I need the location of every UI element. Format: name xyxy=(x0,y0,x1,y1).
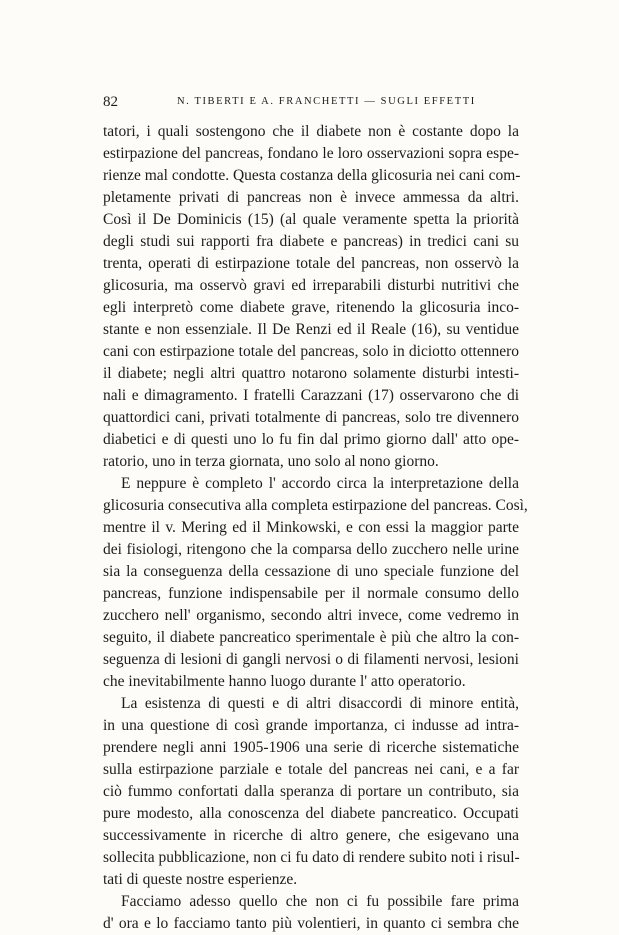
text-line: ciò fummo confortati dalla speranza di portare un contributo, sia xyxy=(103,783,519,800)
text-line: pletamente privati di pancreas non è invece ammessa da altri. xyxy=(103,189,519,206)
text-line: tatori, i quali sostengono che il diabete non è costante dopo la xyxy=(103,123,519,140)
text-line: zucchero nell' organismo, secondo altri invece, come vedremo in xyxy=(103,607,519,624)
body-text xyxy=(103,121,528,935)
text-line: che inevitabilmente hanno luogo durante l' atto operatorio. xyxy=(103,673,466,690)
text-line: dei fisiologi, ritengono che la comparsa dello zucchero nelle urine xyxy=(103,541,519,558)
text-line: nali e dimagramento. I fratelli Carazzani (17) osservarono che di xyxy=(103,387,519,404)
paragraph xyxy=(103,121,519,473)
text-line: quattordici cani, privati totalmente di pancreas, solo tre divennero xyxy=(103,409,519,426)
text-line: Così il De Dominicis (15) (al quale veramente spetta la priorità xyxy=(103,211,519,228)
text-line: degli studi sui rapporti fra diabete e pancreas) in tredici cani su xyxy=(103,233,519,250)
text-line: cani con estirpazione totale del pancreas, solo in diciotto ottennero xyxy=(103,343,519,360)
text-line: glicosuria, ma osservò gravi ed irreparabili disturbi nutritivi che xyxy=(103,277,519,294)
text-line: diabetici e di questi uno lo fu fin dal primo giorno dall' atto ope- xyxy=(103,431,519,448)
text-line: La esistenza di questi e di altri disaccordi di minore entità, xyxy=(121,695,519,712)
text-line: in una questione di così grande importanza, ci indusse ad intra- xyxy=(103,717,519,734)
text-line: trenta, operati di estirpazione totale del pancreas, non osservò la xyxy=(103,255,519,272)
text-line: ratorio, uno in terza giornata, uno solo al nono giorno. xyxy=(103,453,439,470)
paragraph xyxy=(103,693,519,891)
text-line: mentre il v. Mering ed il Minkowski, e con essi la maggior parte xyxy=(103,519,519,536)
page-number: 82 xyxy=(103,94,118,110)
text-line: E neppure è completo l' accordo circa la interpretazione della xyxy=(121,475,519,492)
text-line: rienze mal condotte. Questa costanza della glicosuria nei cani com- xyxy=(103,167,521,184)
text-line: seguito, il diabete pancreatico sperimentale è più che altro la con- xyxy=(103,629,519,646)
page-header xyxy=(103,94,519,110)
running-title: N. TIBERTI E A. FRANCHETTI — SUGLI EFFETTI xyxy=(177,96,476,107)
text-line: glicosuria consecutiva alla completa estirpazione del pancreas. Così, xyxy=(103,497,528,514)
text-line: estirpazione del pancreas, fondano le loro osservazioni sopra espe- xyxy=(103,145,519,162)
text-line: tati di queste nostre esperienze. xyxy=(103,871,298,888)
text-line: stante e non essenziale. Il De Renzi ed il Reale (16), su ventidue xyxy=(103,321,519,338)
text-line: sollecita pubblicazione, non ci fu dato di rendere subito noti i risul- xyxy=(103,849,520,866)
text-line: d' ora e lo facciamo tanto più volentieri, in quanto ci sembra che xyxy=(103,915,519,932)
text-line: egli interpretò come diabete grave, ritenendo la glicosuria inco- xyxy=(103,299,519,316)
paragraph xyxy=(103,891,519,935)
text-line: sia la conseguenza della cessazione di uno speciale funzione del xyxy=(103,563,519,580)
text-line: successivamente in ricerche di altro genere, che esigevano una xyxy=(103,827,519,844)
text-line: pancreas, funzione indispensabile per il normale consumo dello xyxy=(103,585,519,602)
text-line: sulla estirpazione parziale e totale del pancreas nei cani, e a far xyxy=(103,761,519,778)
text-line: prendere negli anni 1905-1906 una serie di ricerche sistematiche xyxy=(103,739,519,756)
text-line: pure modesto, alla conoscenza del diabete pancreatico. Occupati xyxy=(103,805,519,822)
text-line: il diabete; negli altri quattro notarono solamente disturbi intesti- xyxy=(103,365,519,382)
paragraph xyxy=(103,473,528,693)
text-line: Facciamo adesso quello che non ci fu possibile fare prima xyxy=(121,893,519,910)
text-line: seguenza di lesioni di gangli nervosi o di filamenti nervosi, lesioni xyxy=(103,651,519,668)
